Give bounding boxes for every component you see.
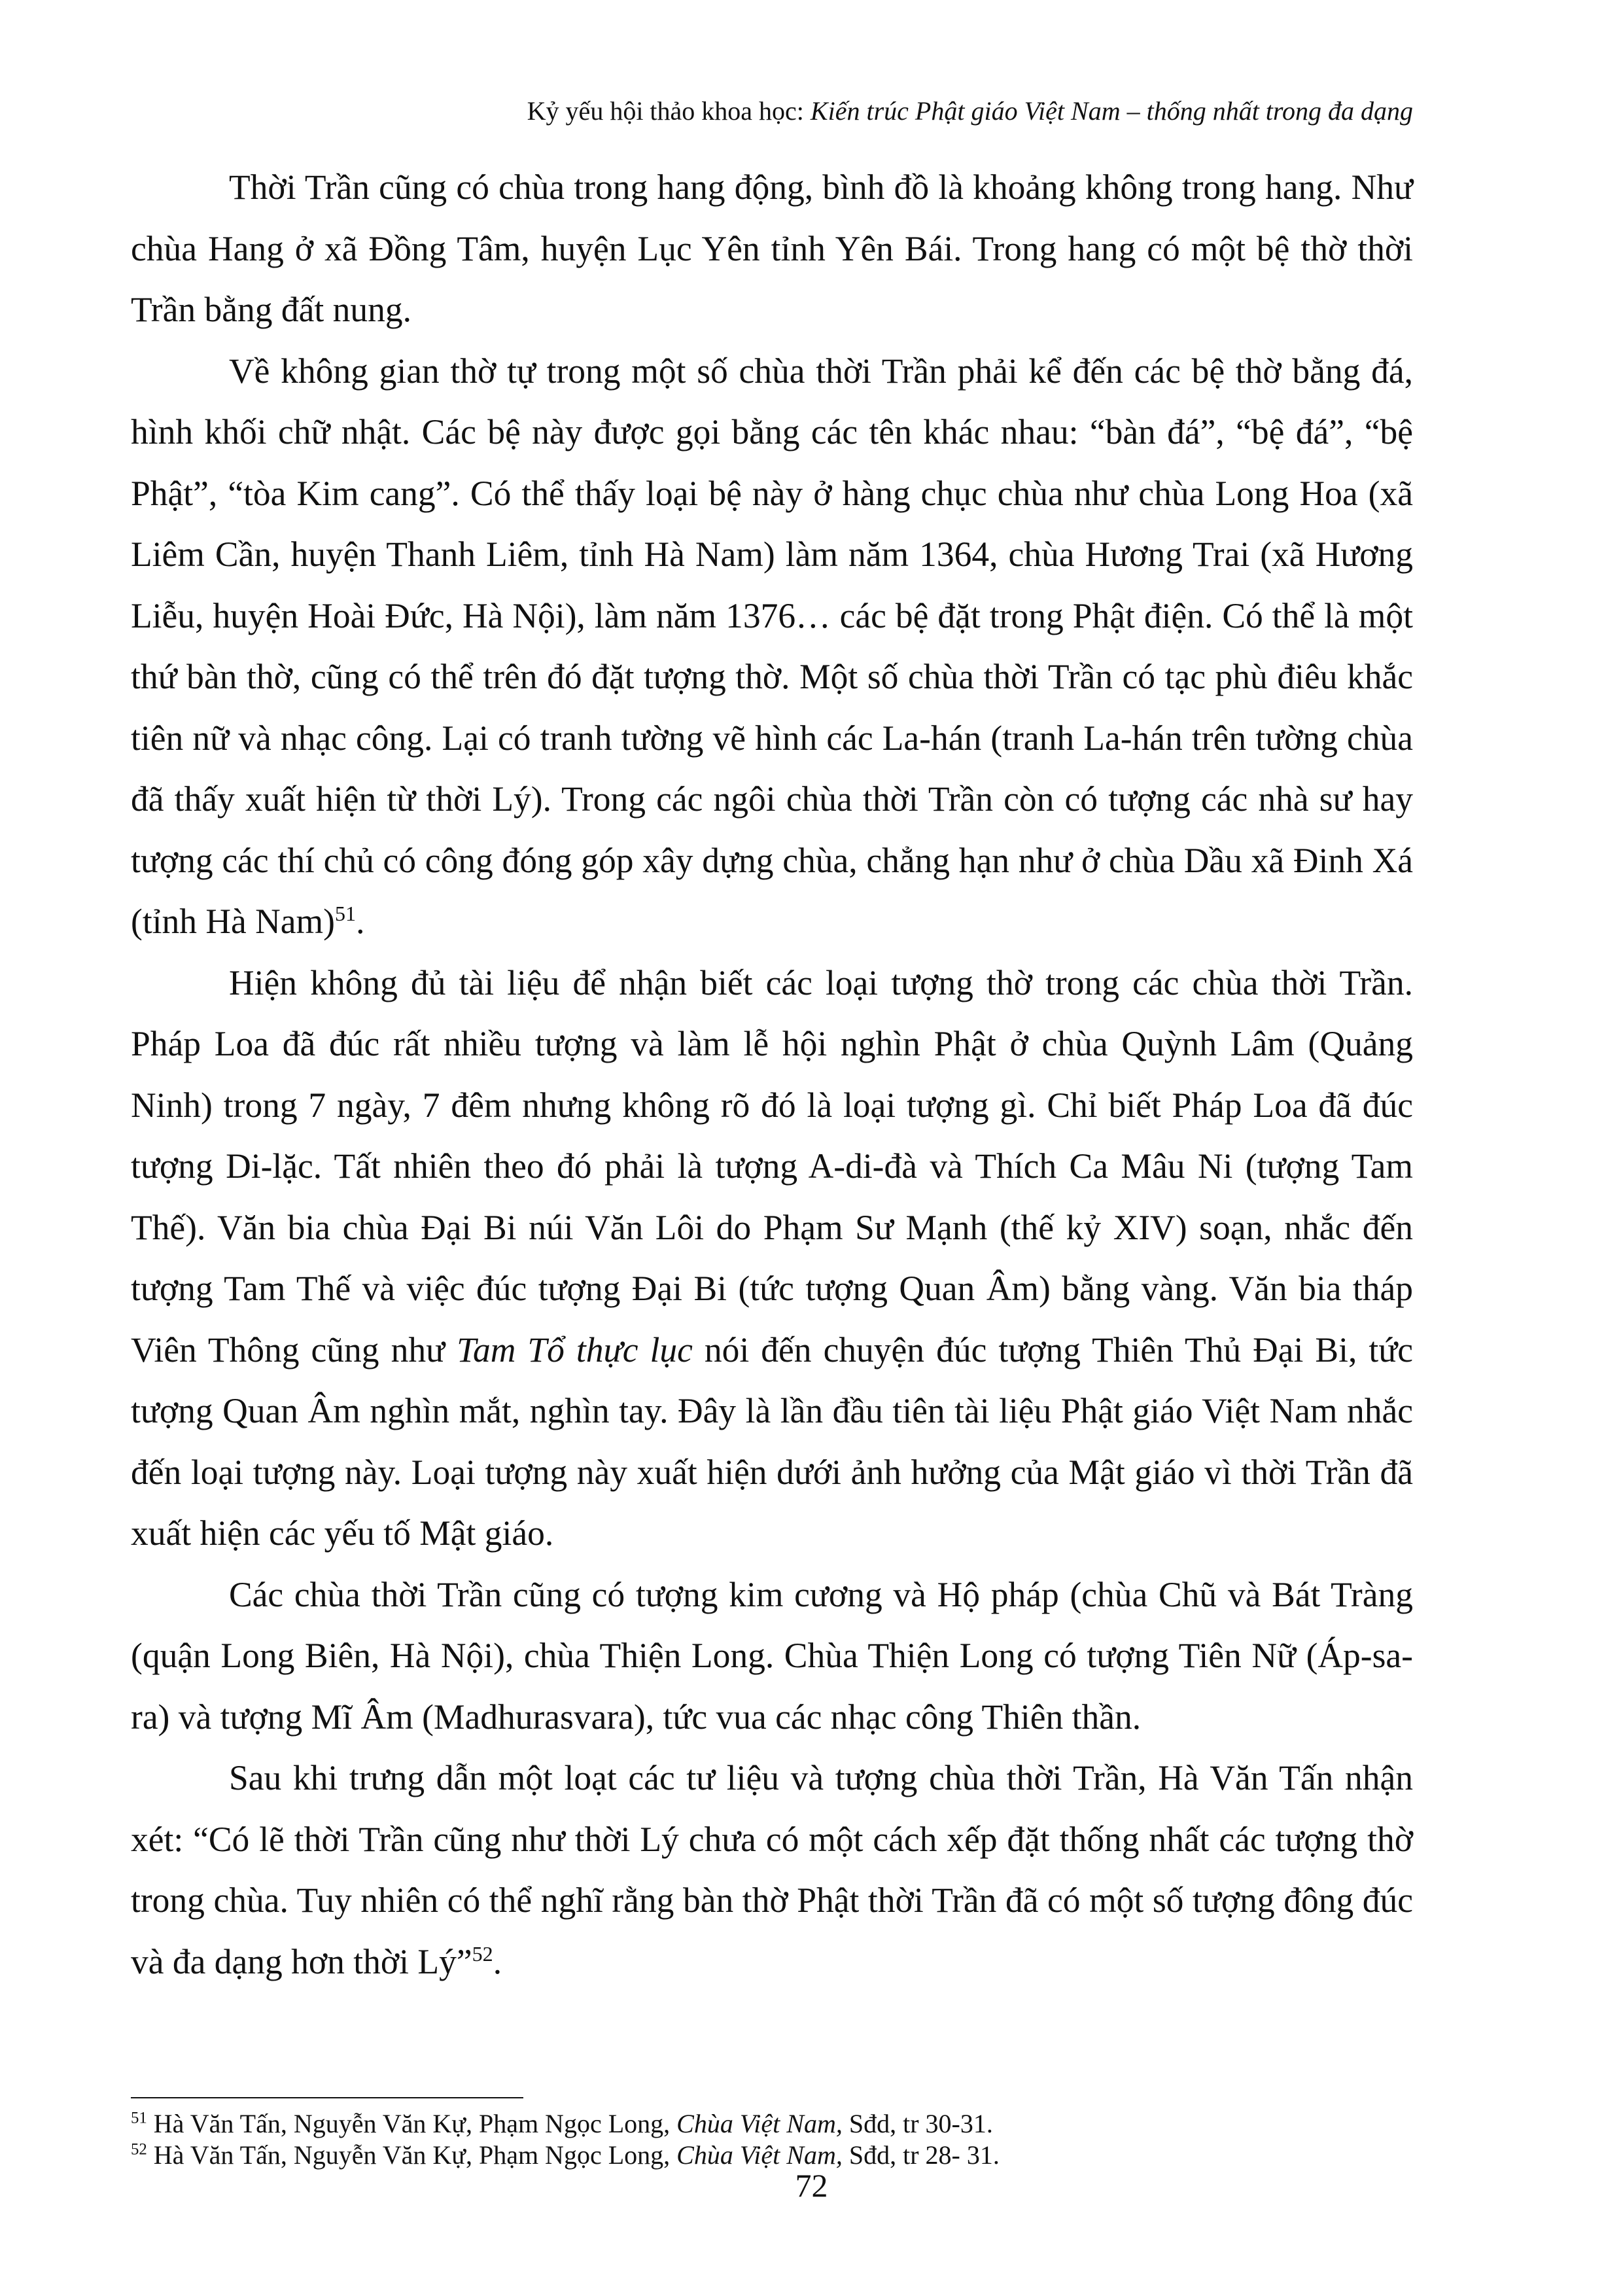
paragraph-5 <box>131 1748 1413 1992</box>
footnote-divider <box>131 2097 523 2098</box>
paragraph-2 <box>131 341 1413 953</box>
paragraph-text: Thời Trần cũng có chùa trong hang động, bình đồ là khoảng không trong hang. Như chùa Hang ở xã Đồng Tâm, huyện Lục Yên tỉnh Yên Bái. Trong hang có một bệ thờ thời Trần bằng đất nung. <box>131 168 1413 329</box>
paragraph-3 <box>131 953 1413 1564</box>
paragraph-text: nói đến chuyện đúc tượng Thiên Thủ Đại Bi, tức tượng Quan Âm nghìn mắt, nghìn tay. Đây là lần đầu tiên tài liệu Phật giáo Việt Nam nhắc đến loại tượng này. Loại tượng này xuất hiện dưới ảnh hưởng của Mật giáo vì thời Trần đã xuất hiện các yếu tố Mật giáo. <box>131 1330 1413 1553</box>
header-prefix: Kỷ yếu hội thảo khoa học: <box>527 96 811 126</box>
footnote-tail: Sđd, tr 30-31. <box>842 2109 993 2138</box>
footnote-number: 51 <box>131 2109 147 2127</box>
header-title: Kiến trúc Phật giáo Việt Nam – thống nhất trong đa dạng <box>810 96 1413 126</box>
paragraph-1 <box>131 157 1413 341</box>
footnote-text: Hà Văn Tấn, Nguyễn Văn Kự, Phạm Ngọc Long, <box>147 2109 677 2138</box>
footnote-51 <box>131 2108 1413 2140</box>
paragraph-text: Sau khi trưng dẫn một loạt các tư liệu và tượng chùa thời Trần, Hà Văn Tấn nhận xét: “Có lẽ thời Trần cũng như thời Lý chưa có một cách xếp đặt thống nhất các tượng thờ trong chùa. Tuy nhiên có thể nghĩ rằng bàn thờ Phật thời Trần đã có một số tượng đông đúc và đa dạng hơn thời Lý” <box>131 1758 1413 1981</box>
paragraph-text: Hiện không đủ tài liệu để nhận biết các loại tượng thờ trong các chùa thời Trần. Pháp Loa đã đúc rất nhiều tượng và làm lễ hội nghìn Phật ở chùa Quỳnh Lâm (Quảng Ninh) trong 7 ngày, 7 đêm nhưng không rõ đó là loại tượng gì. Chỉ biết Pháp Loa đã đúc tượng Di-lặc. Tất nhiên theo đó phải là tượng A-di-đà và Thích Ca Mâu Ni (tượng Tam Thế). Văn bia chùa Đại Bi núi Văn Lôi do Phạm Sư Mạnh (thế kỷ XIV) soạn, nhắc đến tượng Tam Thế và việc đúc tượng Đại Bi (tức tượng Quan Âm) bằng vàng. Văn bia tháp Viên Thông cũng như <box>131 963 1413 1369</box>
footnote-text: Hà Văn Tấn, Nguyễn Văn Kự, Phạm Ngọc Long, <box>147 2140 677 2170</box>
footnote-ref-51[interactable]: 51 <box>335 902 357 926</box>
footnotes <box>131 2108 1413 2171</box>
running-header <box>131 95 1413 128</box>
book-title: Tam Tổ thực lục <box>457 1330 693 1369</box>
footnote-number: 52 <box>131 2140 147 2159</box>
page-number: 72 <box>795 2167 828 2204</box>
paragraph-text: Các chùa thời Trần cũng có tượng kim cương và Hộ pháp (chùa Chũ và Bát Tràng (quận Long Biên, Hà Nội), chùa Thiện Long. Chùa Thiện Long có tượng Tiên Nữ (Áp-sa-ra) và tượng Mĩ Âm (Madhurasvara), tức vua các nhạc công Thiên thần. <box>131 1574 1413 1737</box>
paragraph-tail: . <box>356 902 365 941</box>
paragraph-4 <box>131 1564 1413 1748</box>
footnote-title: Chùa Việt Nam, <box>676 2109 843 2138</box>
footnote-ref-52[interactable]: 52 <box>472 1941 493 1966</box>
footnote-tail: Sđd, tr 28- 31. <box>842 2140 1000 2170</box>
body-text <box>131 157 1413 1992</box>
paragraph-text: Về không gian thờ tự trong một số chùa thời Trần phải kể đến các bệ thờ bằng đá, hình khối chữ nhật. Các bệ này được gọi bằng các tên khác nhau: “bàn đá”, “bệ đá”, “bệ Phật”, “tòa Kim cang”. Có thể thấy loại bệ này ở hàng chục chùa như chùa Long Hoa (xã Liêm Cần, huyện Thanh Liêm, tỉnh Hà Nam) làm năm 1364, chùa Hương Trai (xã Hương Liễu, huyện Hoài Đức, Hà Nội), làm năm 1376… các bệ đặt trong Phật điện. Có thể là một thứ bàn thờ, cũng có thể trên đó đặt tượng thờ. Một số chùa thời Trần có tạc phù điêu khắc tiên nữ và nhạc công. Lại có tranh tường vẽ hình các La-hán (tranh La-hán trên tường chùa đã thấy xuất hiện từ thời Lý). Trong các ngôi chùa thời Trần còn có tượng các nhà sư hay tượng các thí chủ có công đóng góp xây dựng chùa, chẳng hạn như ở chùa Dầu xã Đinh Xá (tỉnh Hà Nam) <box>131 351 1413 941</box>
footnote-title: Chùa Việt Nam, <box>676 2140 843 2170</box>
paragraph-tail: . <box>493 1941 502 1981</box>
